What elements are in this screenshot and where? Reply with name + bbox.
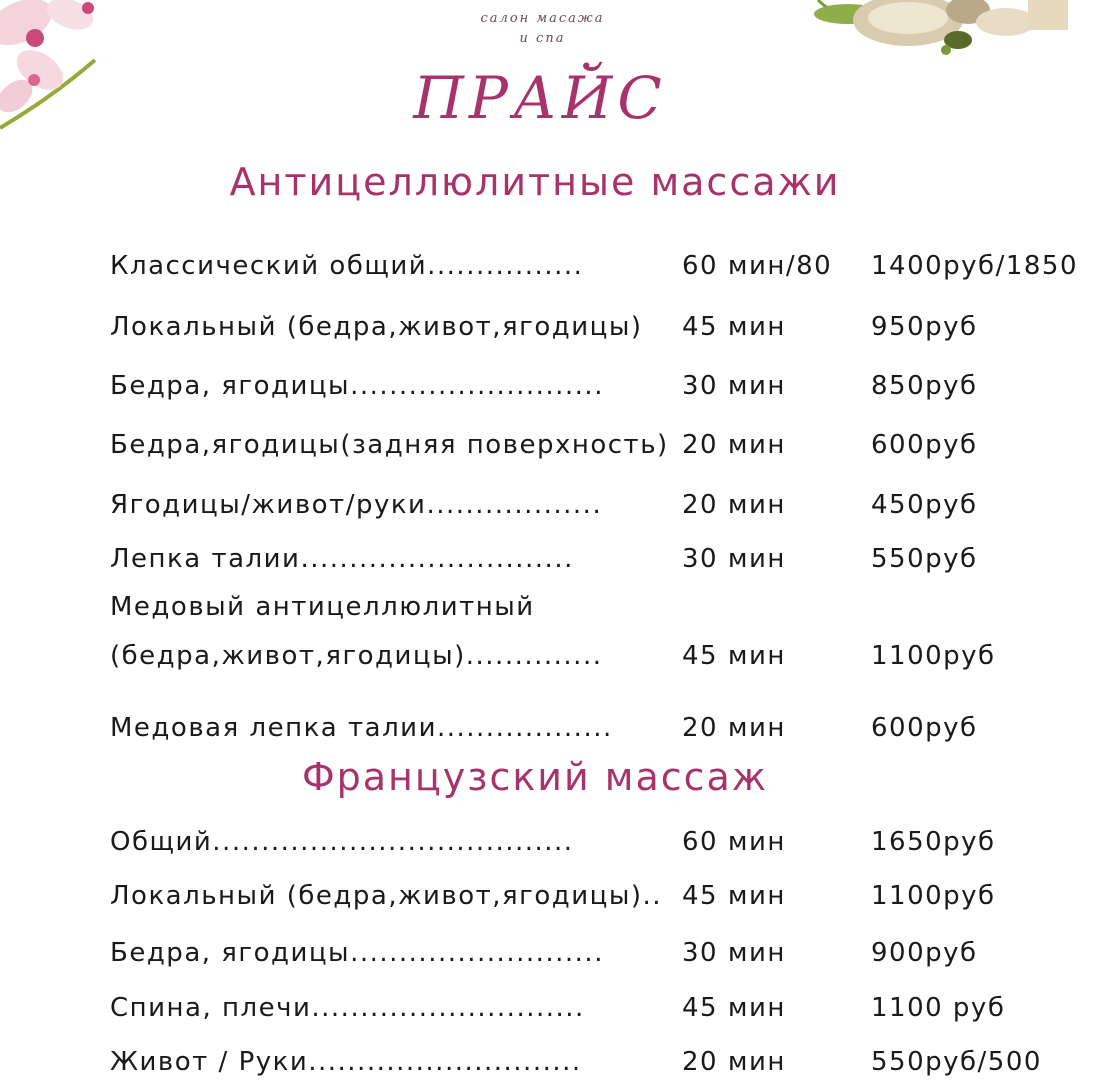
service-duration: 30 мин (682, 371, 786, 401)
price-row (0, 539, 1099, 579)
service-name: Медовая лепка талии.................. (110, 713, 613, 743)
service-duration: 20 мин (682, 1047, 786, 1077)
service-duration: 45 мин (682, 881, 786, 911)
service-price: 950руб (871, 312, 978, 342)
price-row (0, 485, 1099, 525)
service-price: 550руб (871, 544, 978, 574)
service-price: 550руб/500 (871, 1047, 1042, 1077)
service-name: Лепка талии............................ (110, 544, 574, 574)
service-duration: 20 мин (682, 490, 786, 520)
price-row (0, 246, 1099, 286)
service-duration: 60 мин/80 (682, 251, 833, 281)
service-name: Ягодицы/живот/руки.................. (110, 490, 603, 520)
price-row (0, 425, 1099, 465)
service-name: Локальный (бедра,живот,ягодицы).. (110, 881, 663, 911)
price-row (0, 708, 1099, 748)
service-price: 600руб (871, 713, 978, 743)
brand-line-2: и спа (519, 31, 566, 46)
service-duration: 20 мин (682, 430, 786, 460)
service-price: 1400руб/1850 (871, 251, 1079, 281)
service-price: 1650руб (871, 827, 996, 857)
service-price: 1100руб (871, 881, 996, 911)
price-row (0, 822, 1099, 862)
section-title-french: Французский массаж (301, 755, 769, 799)
service-duration: 45 мин (682, 312, 786, 342)
price-row (0, 636, 1099, 676)
service-duration: 20 мин (682, 713, 786, 743)
service-name: Бедра, ягодицы.......................... (110, 938, 604, 968)
price-row (0, 307, 1099, 347)
spa-bowls-herbs-icon (778, 0, 1068, 62)
price-row (0, 366, 1099, 406)
salon-brand (440, 9, 645, 49)
service-name: Классический общий................ (110, 251, 584, 281)
price-row (0, 876, 1099, 916)
section-title-anticellulite: Антицеллюлитные массажи (229, 160, 841, 204)
orchid-flowers-icon (0, 0, 110, 140)
service-name: Живот / Руки............................ (110, 1047, 582, 1077)
service-name-line-1: Медовый антицеллюлитный (110, 592, 535, 622)
price-row-name-line (0, 587, 1099, 627)
service-duration: 60 мин (682, 827, 786, 857)
service-price: 600руб (871, 430, 978, 460)
service-name: (бедра,живот,ягодицы).............. (110, 641, 603, 671)
service-name: Бедра,ягодицы(задняя поверхность) (110, 430, 669, 460)
service-duration: 30 мин (682, 544, 786, 574)
service-name: Бедра, ягодицы.......................... (110, 371, 604, 401)
service-price: 850руб (871, 371, 978, 401)
price-row (0, 988, 1099, 1028)
service-name: Локальный (бедра,живот,ягодицы) (110, 312, 643, 342)
brand-line-1: салон масажа (480, 11, 605, 26)
page-title: ПРАЙС (413, 64, 667, 132)
service-duration: 45 мин (682, 993, 786, 1023)
service-name: Общий..................................... (110, 827, 574, 857)
service-price: 1100руб (871, 641, 996, 671)
service-price: 900руб (871, 938, 978, 968)
service-price: 450руб (871, 490, 978, 520)
service-duration: 30 мин (682, 938, 786, 968)
price-row (0, 933, 1099, 973)
price-row (0, 1042, 1099, 1082)
service-name: Спина, плечи............................ (110, 993, 585, 1023)
service-price: 1100 руб (871, 993, 1006, 1023)
service-duration: 45 мин (682, 641, 786, 671)
